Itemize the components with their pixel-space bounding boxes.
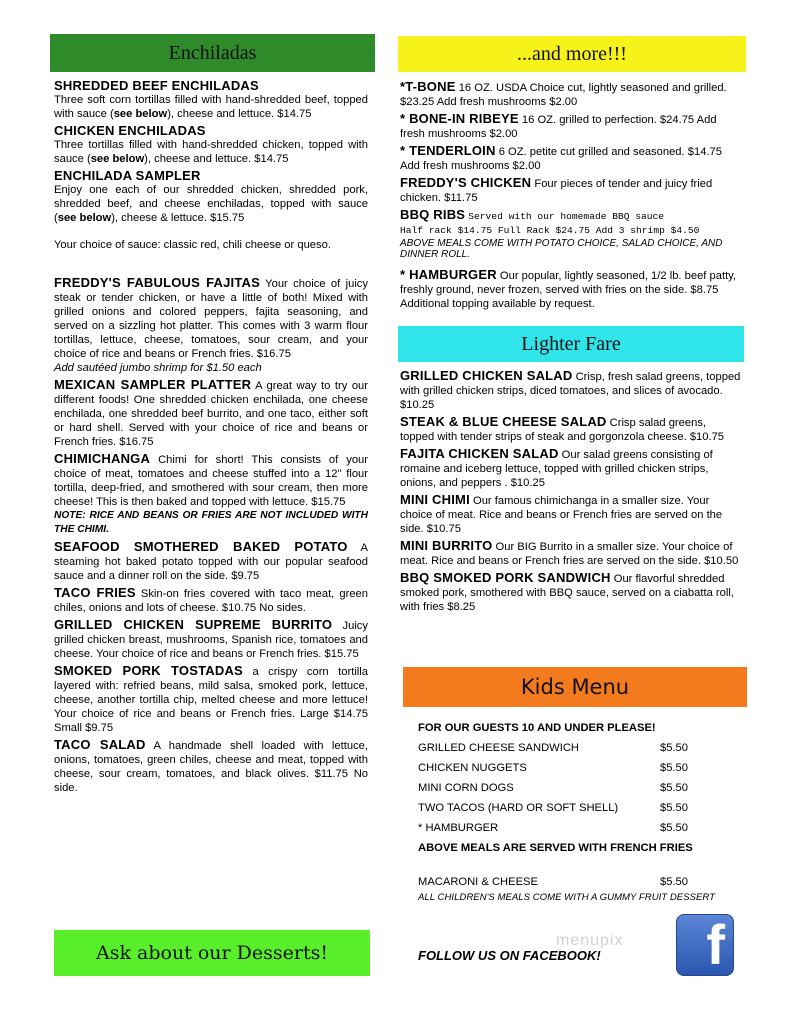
kids-item-price: $5.50 — [660, 762, 688, 774]
chimi-note: NOTE: RICE AND BEANS OR FRIES ARE NOT INCLUDED WITH THE CHIMI. — [54, 510, 368, 535]
item-desc: Three tortillas filled with hand-shredded chicken, topped with sauce (see below), cheese and lettuce. $14.75 — [54, 139, 368, 165]
item-desc: A great way to try our different foods! One shredded chicken enchilada, one cheese enchilada, one shredded beef burrito, and one taco, either soft or hard shell. Served with your choice of rice and beans or French fries. $16.75 — [54, 380, 368, 448]
mini-burrito — [400, 539, 742, 568]
item-desc: Chimi for short! This consists of your choice of meat, tomatoes and cheese stuffed into a 12" flour tortilla, deep-fried, and smothered with sour cream, then more cheese! This is then baked and topped with lettuce. $15.75 — [54, 454, 369, 508]
bbq-smoked-pork-sandwich — [400, 571, 742, 614]
item-desc: 6 OZ. petite cut grilled and seasoned. $14.75 Add fresh mushrooms $2.00 — [400, 146, 722, 172]
fajita-chicken-salad — [400, 447, 742, 490]
seafood-smothered-baked-potato — [54, 540, 368, 583]
item-name: CHIMICHANGA — [54, 451, 151, 466]
facebook-icon[interactable] — [676, 914, 734, 976]
desserts-heading: Ask about our Desserts! — [96, 942, 328, 964]
kids-item-macaroni — [418, 872, 738, 892]
item-name: GRILLED CHICKEN SALAD — [400, 368, 573, 383]
kids-item — [418, 778, 738, 798]
item-desc: Our salad greens consisting of romaine and iceberg lettuce, topped with grilled chicken strips, onions, and peppers . $10.25 — [400, 449, 713, 489]
lighter-fare-heading: Lighter Fare — [521, 332, 621, 355]
item-desc: Four pieces of tender and juicy fried chicken. $11.75 — [400, 178, 713, 204]
watermark: menupix — [556, 932, 624, 949]
item-desc: Juicy grilled chicken breast, mushrooms, Spanish rice, tomatoes and cheese. Your choice of rice and beans or French fries. $15.75 — [54, 620, 368, 660]
steak-blue-cheese-salad — [400, 415, 742, 444]
follow-facebook-text: FOLLOW US ON FACEBOOK! — [418, 948, 601, 963]
kids-item-name: MACARONI & CHEESE — [418, 876, 538, 888]
item-name: FREDDY'S CHICKEN — [400, 175, 532, 190]
item-desc: 16 OZ. USDA Choice cut, lightly seasoned and grilled. $23.25 Add fresh mushrooms $2.00 — [400, 82, 727, 108]
kids-item-name: MINI CORN DOGS — [418, 782, 514, 794]
item-desc: 16 OZ. grilled to perfection. $24.75 Add fresh mushrooms $2.00 — [400, 114, 717, 140]
kids-item-price: $5.50 — [660, 876, 688, 888]
item-desc: Our flavorful shredded smoked pork, smothered with BBQ sauce, served on a ciabatta roll, with fries $8.25 — [400, 573, 734, 613]
desserts-banner — [54, 930, 370, 976]
item-name: ENCHILADA SAMPLER — [54, 168, 201, 183]
item-name: FREDDY'S FABULOUS FAJITAS — [54, 275, 260, 290]
and-more-section — [400, 80, 740, 314]
kids-dessert-note: ALL CHILDREN'S MEALS COME WITH A GUMMY FRUIT DESSERT — [418, 892, 715, 903]
taco-salad — [54, 738, 368, 795]
grilled-chicken-salad — [400, 369, 742, 412]
chicken-enchiladas — [54, 124, 368, 166]
item-desc: Three soft corn tortillas filled with hand-shredded beef, topped with sauce (see below), cheese and lettuce. $14.75 — [54, 94, 368, 120]
kids-item — [418, 798, 738, 818]
kids-item — [418, 758, 738, 778]
kids-item-price: $5.50 — [660, 782, 688, 794]
facebook-letter: f — [706, 913, 725, 976]
enchiladas-banner — [50, 34, 375, 72]
kids-item-name: CHICKEN NUGGETS — [418, 762, 527, 774]
item-name: * HAMBURGER — [400, 267, 497, 282]
item-desc: Crisp salad greens, topped with tender strips of steak and gorgonzola cheese. $10.75 — [400, 417, 725, 443]
item-name: CHICKEN ENCHILADAS — [54, 123, 206, 138]
item-desc: a crispy corn tortilla layered with: refried beans, mild salsa, smoked pork, lettuce, cheese, another tortilla chip, melted cheese and more lettuce! Your choice of rice and beans or French fries. Large $14.75 Small $9.75 — [54, 666, 368, 734]
item-desc: Your choice of juicy steak or tender chicken, or have a little of both! Mixed with grilled onions and colored peppers, fajita seasoning, and served on a sizzling hot platter. This comes with 3 warm flour tortillas, lettuce, cheese, tomatoes, sour cream, and your choice of rice and beans or French fries. $16.75 — [54, 278, 368, 360]
fajitas-shrimp-note: Add sautéed jumbo shrimp for $1.50 each — [54, 362, 262, 374]
tenderloin — [400, 144, 740, 173]
meals-note: ABOVE MEALS COME WITH POTATO CHOICE, SALAD CHOICE, AND DINNER ROLL. — [400, 238, 723, 260]
item-name: SHREDDED BEEF ENCHILADAS — [54, 78, 259, 93]
mexican-sampler-platter — [54, 378, 368, 449]
kids-items-list — [418, 738, 738, 838]
kids-item-price: $5.50 — [660, 742, 688, 754]
kids-menu-section — [418, 718, 738, 904]
item-name: GRILLED CHICKEN SUPREME BURRITO — [54, 617, 333, 632]
kids-menu-heading: Kids Menu — [520, 675, 630, 699]
item-name: MINI BURRITO — [400, 538, 493, 553]
left-column — [54, 79, 368, 798]
item-name: BBQ RIBS — [400, 207, 466, 222]
item-desc: Our BIG Burrito in a smaller size. Your choice of meat. Rice and beans or French fries are served on the side. $10.50 — [400, 541, 739, 567]
lighter-fare-banner — [398, 326, 744, 362]
item-name: MINI CHIMI — [400, 492, 470, 507]
kids-item-name: TWO TACOS (HARD OR SOFT SHELL) — [418, 802, 619, 814]
chimichanga — [54, 452, 368, 537]
item-desc: A steaming hot baked potato topped with our popular seafood sauce and a dinner roll on the side. $9.75 — [54, 542, 368, 582]
kids-item-price: $5.50 — [660, 802, 688, 814]
item-name: SMOKED PORK TOSTADAS — [54, 663, 243, 678]
item-desc: Enjoy one each of our shredded chicken, shredded pork, shredded beef, and cheese enchiladas, topped with sauce (see below), cheese & lettuce. $15.75 — [54, 184, 368, 224]
item-name: FAJITA CHICKEN SALAD — [400, 446, 559, 461]
item-desc: Crisp, fresh salad greens, topped with grilled chicken strips, diced tomatoes, and slices of avocado. $10.25 — [400, 371, 741, 411]
item-desc: Served with our homemade BBQ sauce — [468, 211, 665, 222]
item-desc: A handmade shell loaded with lettuce, onions, tomatoes, green chiles, cheese and meat, topped with cheese, sour cream, tomatoes, and black olives. $11.75 No side. — [54, 740, 368, 794]
bbq-ribs — [400, 208, 740, 238]
and-more-banner — [398, 36, 746, 72]
taco-fries — [54, 586, 368, 615]
grilled-chicken-supreme-burrito — [54, 618, 368, 661]
sauce-note: Your choice of sauce: classic red, chili cheese or queso. — [54, 239, 331, 251]
enchilada-sampler — [54, 169, 368, 225]
item-desc: Our popular, lightly seasoned, 1/2 lb. beef patty, freshly ground, never frozen, served with fries on the side. $8.75 Additional topping available by request. — [400, 270, 737, 310]
t-bone — [400, 80, 740, 109]
kids-item-name: * HAMBURGER — [418, 822, 499, 834]
kids-item-name: GRILLED CHEESE SANDWICH — [418, 742, 580, 754]
item-desc: Our famous chimichanga in a smaller size. Your choice of meat. Rice and beans or French fries are served on the side. $10.75 — [400, 495, 723, 535]
bone-in-ribeye — [400, 112, 740, 141]
freddys-chicken — [400, 176, 740, 205]
item-name: * BONE-IN RIBEYE — [400, 111, 519, 126]
mini-chimi — [400, 493, 742, 536]
item-name: * TENDERLOIN — [400, 143, 496, 158]
item-name: MEXICAN SAMPLER PLATTER — [54, 377, 252, 392]
shredded-beef-enchiladas — [54, 79, 368, 121]
kids-fries-note: ABOVE MEALS ARE SERVED WITH FRENCH FRIES — [418, 842, 693, 854]
kids-header: FOR OUR GUESTS 10 AND UNDER PLEASE! — [418, 722, 656, 734]
item-name: TACO FRIES — [54, 585, 136, 600]
item-name: TACO SALAD — [54, 737, 146, 752]
item-name: BBQ SMOKED PORK SANDWICH — [400, 570, 611, 585]
item-name: SEAFOOD SMOTHERED BAKED POTATO — [54, 539, 348, 554]
smoked-pork-tostadas — [54, 664, 368, 735]
and-more-heading: ...and more!!! — [517, 42, 627, 65]
fajitas — [54, 276, 368, 375]
kids-item — [418, 818, 738, 838]
kids-menu-banner — [403, 667, 747, 707]
item-desc: Skin-on fries covered with taco meat, green chiles, onions and lots of cheese. $10.75 No sides. — [54, 588, 369, 614]
lighter-fare-section — [400, 369, 742, 617]
kids-item-price: $5.50 — [660, 822, 688, 834]
item-name: STEAK & BLUE CHEESE SALAD — [400, 414, 607, 429]
kids-item — [418, 738, 738, 758]
item-name: *T-BONE — [400, 79, 456, 94]
enchiladas-heading: Enchiladas — [168, 41, 257, 64]
bbq-ribs-prices: Half rack $14.75 Full Rack $24.75 Add 3 shrimp $4.50 — [400, 225, 700, 236]
hamburger — [400, 268, 740, 311]
